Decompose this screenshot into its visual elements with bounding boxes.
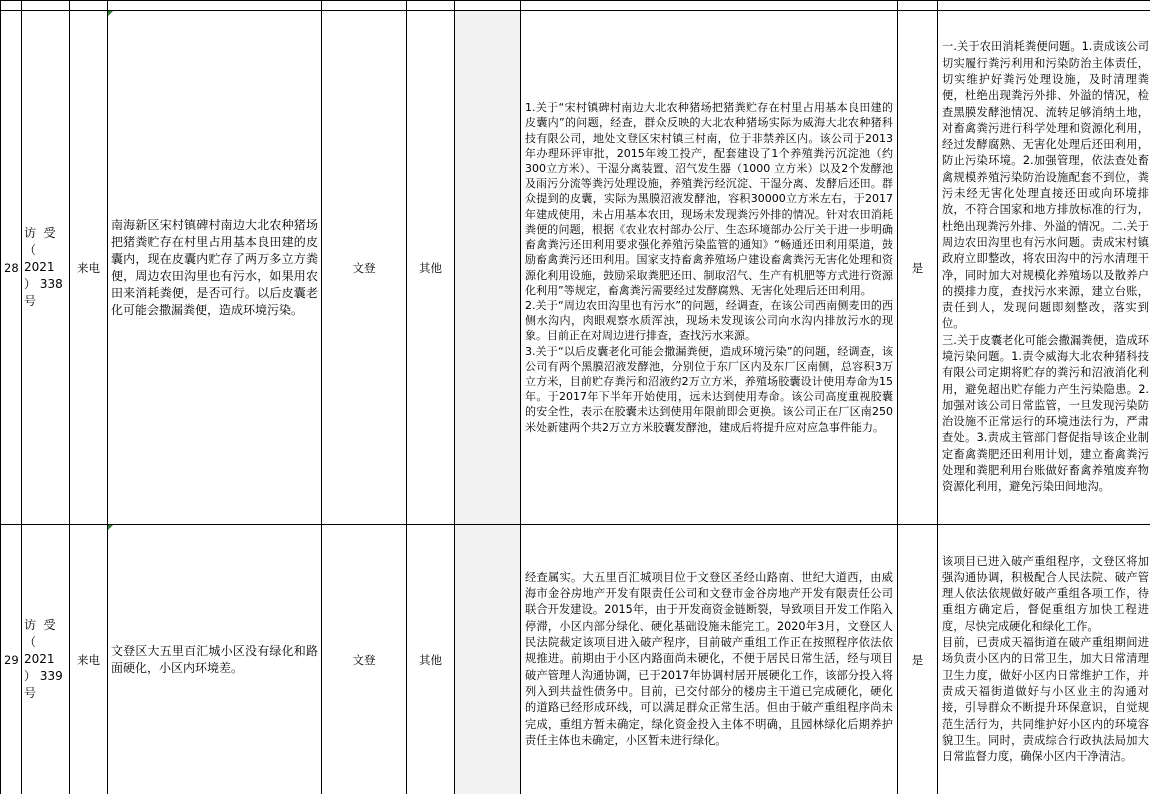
case-id-cell[interactable] [22,525,70,794]
row-index-cell[interactable]: 29 [1,525,22,794]
complaint-cell[interactable]: 南海新区宋村镇碑村南边大北农种猪场把猪粪贮存在村里占用基本良田建的皮囊内，现在皮囊内贮存了两万多立方粪便，周边农田沟里也有污水，如果用农田来消耗粪便，是否可行。以后皮囊老化可能会撒漏粪便，造成环境污染。 [108,11,322,525]
cell-comment-marker-icon [108,11,113,16]
case-id-part: 访 [24,226,37,240]
channel-cell[interactable]: 来电 [70,525,108,794]
table-row [1,11,1150,525]
empty-cell[interactable] [455,11,521,525]
channel-cell[interactable]: 来电 [70,11,108,525]
findings-paragraph: 2.关于“周边农田沟里也有污水”的问题，经调查，在该公司西南侧麦田的西侧水沟内，肉眼观察水质浑浊，现场未发现该公司向水沟内排放污水的现象。目前正在对周边进行排查，查找污水来源。 [525,298,893,343]
case-id-part: ） [24,669,37,683]
findings-paragraph: 3.关于“以后皮囊老化可能会撒漏粪便，造成环境污染”的问题，经调查，该公司有两个黑膜沼液发酵池，分别位于东厂区内及东厂区南侧，总容积3万立方米，目前贮存粪污和沼液约2万立方米，养殖场胶囊设计使用寿命为15年。于2017年下半年开始使用，远未达到使用寿命。该公司高度重视胶囊的安全性，表示在胶囊未达到使用年限前即会更换。该公司正在厂区南250米处新建两个共2万立方米胶囊发酵池，建成后将提升应对应急事件能力。 [525,344,893,434]
spacer-cell [22,1,70,11]
case-id-part: 号 [24,686,37,700]
case-id-cell[interactable] [22,11,70,525]
empty-cell[interactable] [455,525,521,794]
spacer-cell [108,1,322,11]
measures-paragraph: 目前，已责成天福街道在破产重组期间进场负责小区内的日常卫生，加大日常清理卫生力度，做好小区内日常维护工作，并责成天福街道做好与小区业主的沟通对接，引导群众不断提升环保意识，自觉规范生活行为，共同维护好小区内的环境容貌卫生。同时，责成综合行政执法局加大日常监督力度，确保小区内干净清洁。 [942,636,1149,764]
verified-cell[interactable]: 是 [898,525,938,794]
case-id-part: 受 [43,226,56,240]
district-cell[interactable]: 文登 [322,525,407,794]
measures-paragraph: 一.关于农田消耗粪便问题。1.责成该公司切实履行粪污利用和污染防治主体责任，切实维护好粪污处理设施，及时清理粪便，杜绝出现粪污外排、外溢的情况，检查黑膜发酵池情况、流转足够消纳土地，对畜禽粪污进行科学处理和资源化利用，经过发酵腐熟、无害化处理后还田利用，防止污染环境。2.加强管理，依法查处畜禽规模养殖污染防治设施配套不到位，粪污未经无害化处理直接还田或向环境排放，不符合国家和地方排放标准的行为，杜绝出现粪污外排、外溢的情况。二.关于周边农田沟里也有污水问题。责成宋村镇政府立即整改，将农田沟中的污水清理干净，同时加大对规模化养殖场以及散养户的摸排力度，查找污水来源，建立台账，责任到人，发现问题即刻整改，落实到位。 [942,40,1149,331]
findings-cell[interactable] [521,525,898,794]
findings-cell[interactable] [521,11,898,525]
measures-cell[interactable] [938,525,1150,794]
case-id-part: 号 [24,294,37,308]
table-row [1,1,1150,11]
row-index-cell[interactable]: 28 [1,11,22,525]
complaint-cell[interactable]: 文登区大五里百汇城小区没有绿化和路面硬化，小区内环境差。 [108,525,322,794]
case-id-part: 338 [39,277,63,291]
verified-cell[interactable]: 是 [898,11,938,525]
case-id-part: （ [24,243,37,257]
spacer-cell [322,1,407,11]
measures-cell[interactable] [938,11,1150,525]
category-cell[interactable]: 其他 [407,525,455,794]
spacer-cell [521,1,898,11]
findings-paragraph: 1.关于“宋村镇碑村南边大北农种猪场把猪粪贮存在村里占用基本良田建的皮囊内”的问题，经查，群众反映的大北农种猪场实际为威海大北农种猪科技有限公司，地处文登区宋村镇三村南，位于非禁养区内。该公司于2013年办理环评审批，2015年竣工投产，配套建设了1个养殖粪污沉淀池（约300立方米）、干湿分离装置、沼气发生器（1000 立方米）以及2个发酵池及雨污分流等粪污处理设施，养殖粪污经沉淀、干湿分离、发酵后还田。群众提到的皮囊，实际为黑膜沼液发酵池，容积30000立方米左右，于2017年建成使用，未占用基本农田，现场未发现粪污外排的情况。针对农田消耗粪便的问题，根据《农业农村部办公厅、生态环境部办公厅关于进一步明确畜禽粪污还田利用要求强化养殖污染监管的通知》“畅通还田利用渠道，鼓励畜禽粪污还田利用。国家支持畜禽养殖场户建设畜禽粪污无害化处理和资源化利用设施，鼓励采取粪肥还田、制取沼气、生产有机肥等方式进行资源化利用”等规定，畜禽粪污需要经过发酵腐熟、无害化处理后还田利用。 [525,101,893,297]
measures-paragraph: 三.关于皮囊老化可能会撒漏粪便，造成环境污染问题。1.责令威海大北农种猪科技有限公司定期将贮存的粪污和沼液消化利用，避免超出贮存能力产生污染隐患。2.加强对该公司日常监管，一旦发现污染防治设施不正常运行的环境违法行为，严肃查处。3.责成主管部门督促指导该企业制定畜禽粪肥还田利用计划，建立畜禽粪污处理和粪肥利用台账做好畜禽养殖废弃物资源化利用，避免污染田间地沟。 [942,333,1149,494]
spacer-cell [407,1,455,11]
case-id-part: ） [24,277,37,291]
category-cell[interactable]: 其他 [407,11,455,525]
spacer-cell [898,1,938,11]
case-id-part: 339 [39,669,63,683]
spacer-cell [455,1,521,11]
spacer-cell [70,1,108,11]
district-cell[interactable]: 文登 [322,11,407,525]
findings-paragraph: 经查属实。大五里百汇城项目位于文登区圣经山路南、世纪大道西，由威海市金谷房地产开发有限责任公司和文登市金谷房地产开发有限责任公司联合开发建设。2015年，由于开发商资金链断裂，导致项目开发工作陷入停滞，小区内部分绿化、硬化基础设施未能完工。2020年3月，文登区人民法院裁定该项目进入破产程序，目前破产重组工作正在按照程序依法依规推进。前期由于小区内路面尚未硬化，不便于居民日常生活，经与项目破产管理人沟通协调，已于2017年协调村居开展硬化工作，该部分投入将列入到共益性债务中。目前，已交付部分的楼房主干道已完成硬化，硬化的道路已经形成环线，可以满足群众正常生活。但由于破产重组程序尚未完成，重组方暂未确定，绿化资金投入主体不明确，且园林绿化后期养护责任主体也未确定，小区暂未进行绿化。 [525,570,893,747]
case-id-part: 访 [24,618,37,632]
measures-paragraph: 该项目已进入破产重组程序，文登区将加强沟通协调，积极配合人民法院、破产管理人依法依规做好破产重组各项工作，待重组方确定后，督促重组方加快工程进度，尽快完成硬化和绿化工作。 [942,554,1149,633]
table-row [1,525,1150,794]
cell-comment-marker-icon [108,525,113,530]
case-id-part: 2021 [24,652,55,666]
spacer-cell [938,1,1150,11]
case-id-part: 2021 [24,260,55,274]
case-id-part: （ [24,635,37,649]
case-id-part: 受 [43,618,56,632]
spacer-cell [1,1,22,11]
